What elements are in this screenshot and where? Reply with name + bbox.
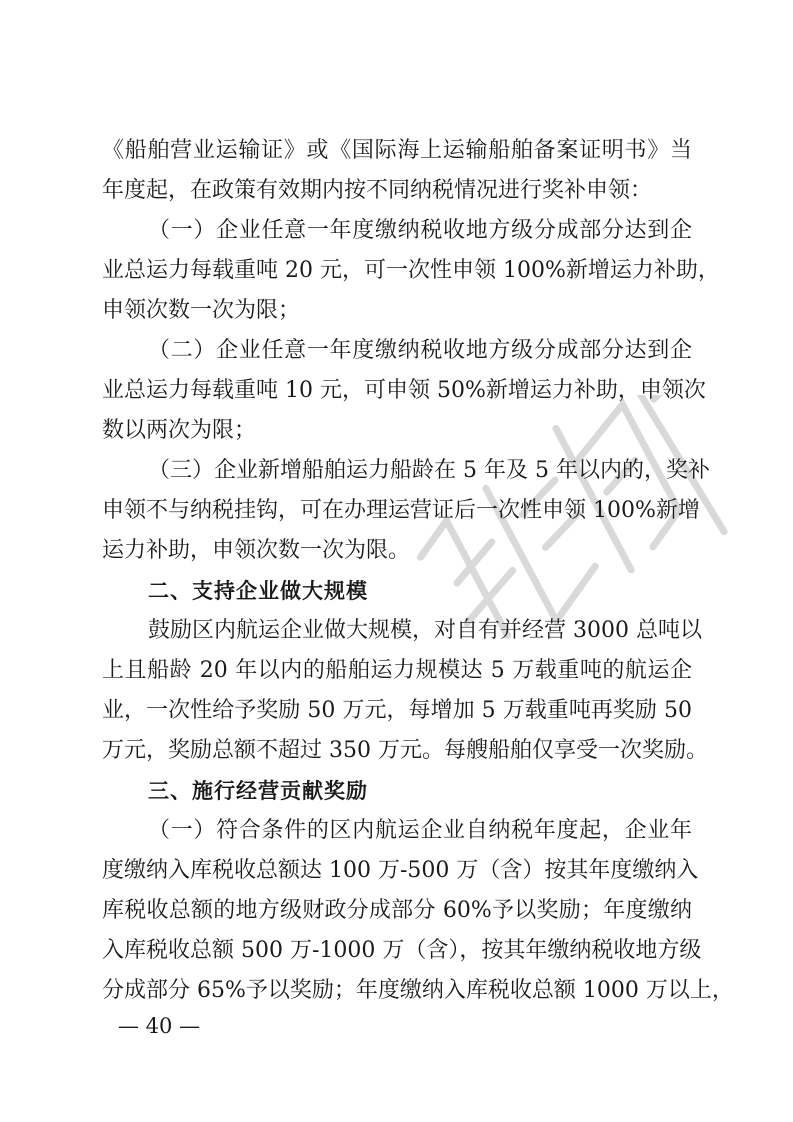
section-2-line-3: 业，一次性给予奖励 50 万元，每增加 5 万载重吨再奖励 50 (102, 698, 692, 723)
section-3-line-5: 分成部分 65%予以奖励；年度缴纳入库税收总额 1000 万以上， (102, 978, 734, 1003)
clause-1-line-1: （一）企业任意一年度缴纳税收地方级分成部分达到企 (148, 218, 692, 243)
section-2-line-2: 上且船龄 20 年以内的船舶运力规模达 5 万载重吨的航运企 (102, 658, 692, 683)
section-2-line-1: 鼓励区内航运企业做大规模，对自有并经营 3000 总吨以 (148, 618, 702, 643)
clause-1-line-3: 申领次数一次为限； (102, 298, 301, 323)
clause-3-line-2: 申领不与纳税挂钩，可在办理运营证后一次性申领 100%新增 (102, 498, 700, 523)
clause-1-line-2: 业总运力每载重吨 20 元，可一次性申领 100%新增运力补助， (102, 258, 720, 283)
clause-2-line-3: 数以两次为限； (102, 418, 257, 443)
section-heading-3: 三、施行经营贡献奖励 (148, 779, 368, 803)
section-3-line-3: 库税收总额的地方级财政分成部分 60%予以奖励；年度缴纳 (102, 898, 692, 923)
section-3-line-1: （一）符合条件的区内航运企业自纳税年度起，企业年 (148, 818, 692, 843)
section-3-line-4: 入库税收总额 500 万-1000 万（含），按其年缴纳税收地方级 (102, 938, 702, 963)
body-line-1: 《船舶营业运输证》或《国际海上运输船舶备案证明书》当 (102, 138, 692, 163)
clause-3-line-3: 运力补助，申领次数一次为限。 (102, 538, 411, 563)
section-3-line-2: 度缴纳入库税收总额达 100 万-500 万（含）按其年度缴纳入 (102, 858, 699, 883)
section-2-line-4: 万元，奖励总额不超过 350 万元。每艘船舶仅享受一次奖励。 (102, 738, 708, 763)
section-heading-2: 二、支持企业做大规模 (148, 579, 368, 603)
clause-3-line-1: （三）企业新增船舶运力船龄在 5 年及 5 年以内的，奖补 (148, 458, 710, 483)
clause-2-line-1: （二）企业任意一年度缴纳税收地方级分成部分达到企 (148, 338, 692, 363)
body-line-2: 年度起，在政策有效期内按不同纳税情况进行奖补申领： (102, 178, 653, 203)
clause-2-line-2: 业总运力每载重吨 10 元，可申领 50%新增运力补助，申领次 (102, 378, 706, 403)
page-number: — 40 — (118, 1014, 201, 1038)
